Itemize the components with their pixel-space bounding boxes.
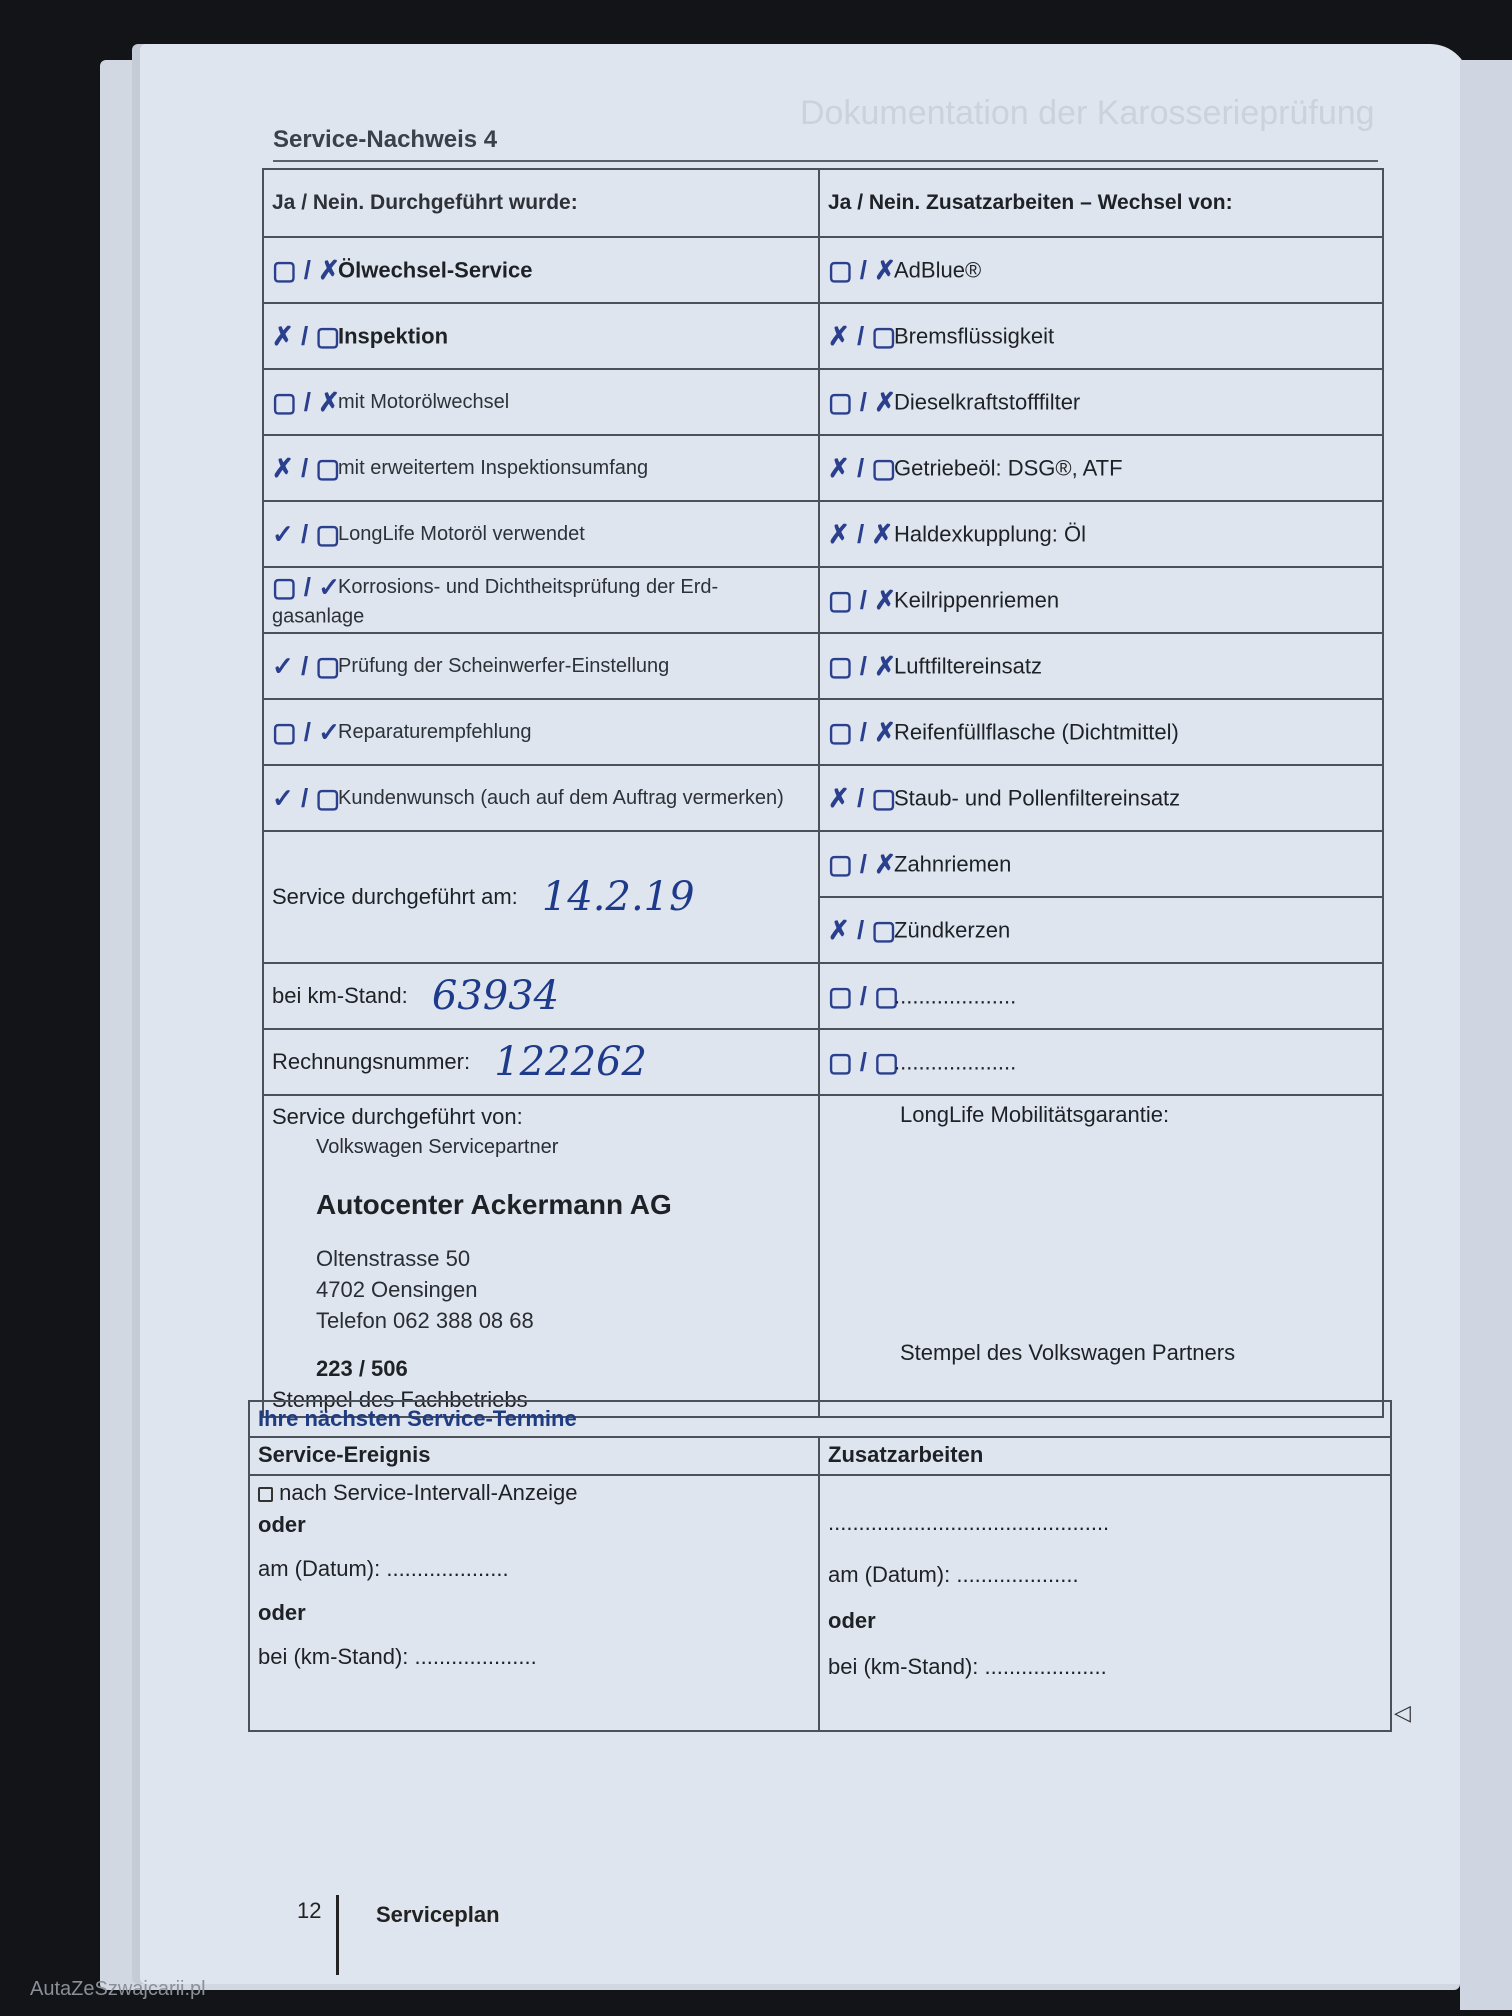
right-item[interactable]: ✗ / ✗Haldexkupplung: Öl (819, 501, 1383, 567)
service-date-cell[interactable]: Service durchgeführt am: 14.2.19 (263, 831, 819, 963)
right-item[interactable]: ▢ / ▢.................... (819, 1029, 1383, 1095)
footer-section: Serviceplan (376, 1902, 500, 1927)
checkbox-pair[interactable]: ▢ / ✗ (828, 848, 897, 879)
col-service-event: Service-Ereignis (249, 1437, 819, 1475)
left-item[interactable]: ▢ / ✓Korrosions- und Dichtheitsprüfung der Erd-gasanlage (263, 567, 819, 633)
dealer-name: Autocenter Ackermann AG (316, 1188, 672, 1220)
right-item[interactable]: ▢ / ✗Luftfiltereinsatz (819, 633, 1383, 699)
checkbox-pair[interactable]: ✗ / ▢ (272, 452, 341, 483)
checkbox-pair[interactable]: ✗ / ▢ (828, 320, 897, 351)
checkbox-pair[interactable]: ▢ / ✗ (272, 386, 341, 417)
invoice-value[interactable]: 122262 (494, 1039, 647, 1085)
right-item[interactable]: ✗ / ▢Zündkerzen (819, 897, 1383, 963)
checkbox-pair[interactable]: ▢ / ✗ (828, 254, 897, 285)
right-item[interactable]: ✗ / ▢Bremsflüssigkeit (819, 303, 1383, 369)
right-item[interactable]: ✗ / ▢Staub- und Pollenfiltereinsatz (819, 765, 1383, 831)
watermark: AutaZeSzwajcarii.pl (30, 1978, 206, 2000)
invoice-cell[interactable]: Rechnungsnummer: 122262 (263, 1029, 819, 1095)
km-cell[interactable]: bei km-Stand: 63934 (263, 963, 819, 1029)
checkbox-pair[interactable]: ✗ / ▢ (828, 914, 897, 945)
dealer-stamp-cell: Service durchgeführt von: Volkswagen Servicepartner Autocenter Ackermann AG Oltenstrasse 50 4702 Oensingen Telefon 062 388 08 68 223 / 506 Stempel des Fachbetriebs (263, 1095, 819, 1417)
left-item[interactable]: ✓ / ▢LongLife Motoröl verwendet (263, 501, 819, 567)
interval-checkbox[interactable] (258, 1487, 273, 1502)
left-item[interactable]: ▢ / ✗mit Motorölwechsel (263, 369, 819, 435)
title-rule (273, 160, 1378, 162)
right-item[interactable]: ▢ / ✗Keilrippenriemen (819, 567, 1383, 633)
next-service-table (248, 1400, 1392, 1732)
right-item[interactable]: ▢ / ✗Dieselkraftstofffilter (819, 369, 1383, 435)
left-item[interactable]: ▢ / ✗Ölwechsel-Service (263, 237, 819, 303)
right-item[interactable]: ▢ / ✗Zahnriemen (819, 831, 1383, 897)
checkbox-pair[interactable]: ✗ / ▢ (828, 782, 897, 813)
right-header: Ja / Nein. Zusatzarbeiten – Wechsel von: (819, 169, 1383, 237)
checkbox-pair[interactable]: ✗ / ▢ (828, 452, 897, 483)
checkbox-pair[interactable]: ▢ / ▢ (828, 1046, 899, 1077)
right-item[interactable]: ▢ / ✗Reifenfüllflasche (Dichtmittel) (819, 699, 1383, 765)
extra-work-cell[interactable]: .............................................. am (Datum): .................... oder bei (km-Stand): .................... (819, 1475, 1391, 1731)
left-item[interactable]: ✗ / ▢mit erweitertem Inspektionsumfang (263, 435, 819, 501)
extra-date-field[interactable]: am (Datum): .................... (828, 1562, 1079, 1587)
checkbox-pair[interactable]: ✗ / ✗ (828, 518, 894, 549)
footer-divider (336, 1895, 339, 1975)
checkbox-pair[interactable]: ▢ / ✗ (272, 254, 341, 285)
checkbox-pair[interactable]: ✓ / ▢ (272, 518, 341, 549)
right-item[interactable]: ▢ / ▢.................... (819, 963, 1383, 1029)
checkbox-pair[interactable]: ✓ / ▢ (272, 650, 341, 681)
col-extra-work: Zusatzarbeiten (819, 1437, 1391, 1475)
triangle-icon: ◁ (1394, 1700, 1411, 1725)
vw-stamp-cell: LongLife Mobilitätsgarantie: Stempel des Volkswagen Partners (819, 1095, 1383, 1417)
checkbox-pair[interactable]: ▢ / ✗ (828, 584, 897, 615)
left-item[interactable]: ✓ / ▢Prüfung der Scheinwerfer-Einstellung (263, 633, 819, 699)
service-date-value[interactable]: 14.2.19 (541, 874, 695, 920)
km-value[interactable]: 63934 (431, 973, 560, 1019)
page-title: Service-Nachweis 4 (273, 126, 498, 153)
checkbox-pair[interactable]: ▢ / ✗ (828, 716, 897, 747)
service-record-table (262, 168, 1384, 1418)
next-page-edge (1460, 60, 1512, 2010)
left-item[interactable]: ✗ / ▢Inspektion (263, 303, 819, 369)
right-item[interactable]: ▢ / ✗AdBlue® (819, 237, 1383, 303)
right-item[interactable]: ✗ / ▢Getriebeöl: DSG®, ATF (819, 435, 1383, 501)
checkbox-pair[interactable]: ▢ / ✗ (828, 650, 897, 681)
checkbox-pair[interactable]: ▢ / ✓ (272, 716, 341, 747)
next-km-field[interactable]: bei (km-Stand): .................... (258, 1644, 537, 1669)
page-number: 12 (297, 1898, 322, 1923)
extra-km-field[interactable]: bei (km-Stand): .................... (828, 1654, 1107, 1679)
checkbox-pair[interactable]: ✓ / ▢ (272, 782, 341, 813)
next-date-field[interactable]: am (Datum): .................... (258, 1556, 509, 1581)
left-header: Ja / Nein. Durchgeführt wurde: (263, 169, 819, 237)
checkbox-pair[interactable]: ▢ / ▢ (828, 980, 899, 1011)
checkbox-pair[interactable]: ▢ / ✗ (828, 386, 897, 417)
checkbox-pair[interactable]: ✗ / ▢ (272, 320, 341, 351)
next-service-title: Ihre nächsten Service-Termine (249, 1401, 1391, 1437)
checkbox-pair[interactable]: ▢ / ✓ (272, 571, 341, 602)
left-item[interactable]: ▢ / ✓Reparaturempfehlung (263, 699, 819, 765)
service-event-cell[interactable]: nach Service-Intervall-Anzeige oder am (Datum): .................... oder bei (km-Stand): .................... (249, 1475, 819, 1731)
left-item[interactable]: ✓ / ▢Kundenwunsch (auch auf dem Auftrag vermerken) (263, 765, 819, 831)
ghost-heading: Dokumentation der Karosserieprüfung (800, 94, 1375, 132)
